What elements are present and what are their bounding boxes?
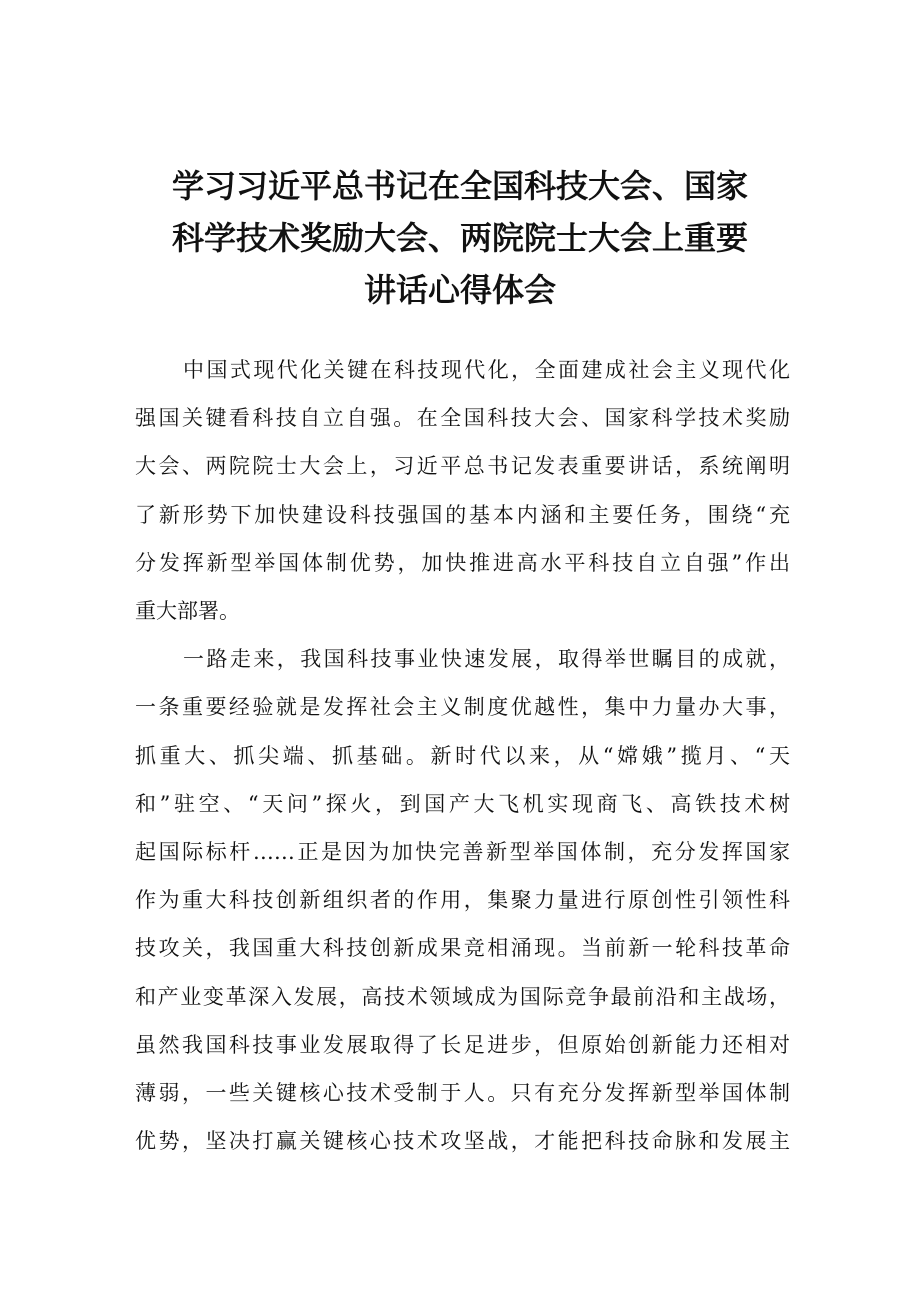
text-line: 大会、两院院士大会上，习近平总书记发表重要讲话，系统阐明 [135, 454, 790, 479]
text-line: 虽然我国科技事业发展取得了长足进步，但原始创新能力还相对 [135, 1032, 790, 1057]
text-line: 和”驻空、“天问”探火，到国产大飞机实现商飞、高铁技术树 [135, 791, 790, 816]
text-line: 和产业变革深入发展，高技术领域成为国际竞争最前沿和主战场， [135, 984, 790, 1009]
text-line: 一路走来，我国科技事业快速发展，取得举世瞩目的成就， [183, 647, 790, 672]
text-line: 重大部署。 [135, 599, 240, 624]
text-line: 一条重要经验就是发挥社会主义制度优越性，集中力量办大事， [135, 695, 790, 720]
text-line: 优势，坚决打赢关键核心技术攻坚战，才能把科技命脉和发展主 [135, 1129, 790, 1154]
text-line: 抓重大、抓尖端、抓基础。新时代以来，从“嫦娥”揽月、“天 [135, 743, 790, 768]
paragraph-1 [135, 346, 790, 635]
text-line: 分发挥新型举国体制优势，加快推进高水平科技自立自强”作出 [135, 550, 790, 575]
title-line: 学习习近平总书记在全国科技大会、国家 [171, 167, 748, 205]
text-line: 作为重大科技创新组织者的作用，集聚力量进行原创性引领性科 [135, 888, 790, 913]
text-line: 中国式现代化关键在科技现代化，全面建成社会主义现代化 [183, 358, 790, 382]
paragraph-2 [135, 635, 790, 1165]
document-body [135, 346, 790, 1165]
document-title [130, 160, 790, 316]
title-line: 科学技术奖励大会、两院院士大会上重要 [171, 219, 748, 257]
text-line: 技攻关，我国重大科技创新成果竞相涌现。当前新一轮科技革命 [135, 936, 790, 961]
text-line: 起国际标杆……正是因为加快完善新型举国体制，充分发挥国家 [135, 840, 790, 865]
text-line: 了新形势下加快建设科技强国的基本内涵和主要任务，围绕“充 [135, 502, 790, 527]
text-line: 强国关键看科技自立自强。在全国科技大会、国家科学技术奖励 [135, 406, 790, 431]
text-line: 薄弱，一些关键核心技术受制于人。只有充分发挥新型举国体制 [135, 1081, 790, 1106]
title-line: 讲话心得体会 [363, 271, 556, 309]
